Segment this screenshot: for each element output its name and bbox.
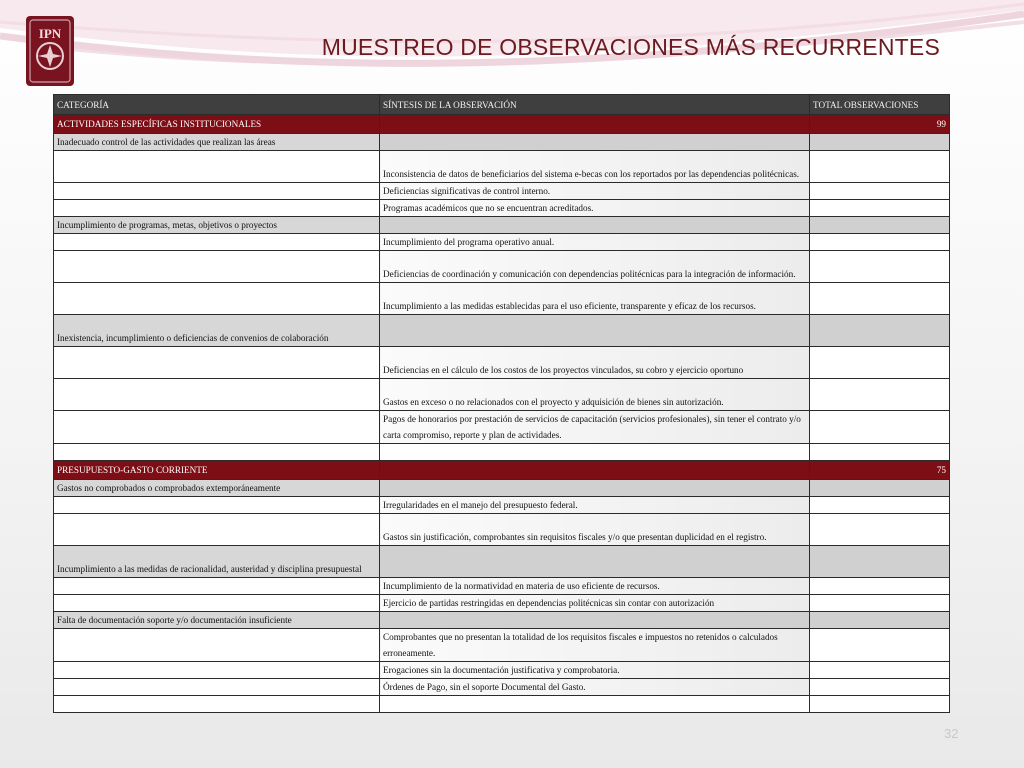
svg-text:IPN: IPN — [38, 26, 62, 41]
table-header-row — [54, 95, 950, 115]
table-row — [54, 629, 950, 662]
section-row — [54, 461, 950, 480]
table-row — [54, 595, 950, 612]
observation-text: Deficiencias de coordinación y comunicación con dependencias politécnicas para la integración de información. — [380, 251, 810, 283]
table-row — [54, 514, 950, 546]
table-row — [54, 679, 950, 696]
observation-text: Deficiencias en el cálculo de los costos de los proyectos vinculados, su cobro y ejercicio oportuno — [380, 347, 810, 379]
category-row — [54, 480, 950, 497]
table-row — [54, 379, 950, 411]
table-row — [54, 234, 950, 251]
category-label: Gastos no comprobados o comprobados extemporáneamente — [54, 480, 380, 497]
observations-table — [53, 94, 950, 713]
category-row — [54, 134, 950, 151]
observation-text: Inconsistencia de datos de beneficiarios del sistema e-becas con los reportados por las dependencias politécnicas. — [380, 151, 810, 183]
category-row — [54, 612, 950, 629]
category-row — [54, 217, 950, 234]
table-row — [54, 251, 950, 283]
observation-text: Gastos sin justificación, comprobantes sin requisitos fiscales y/o que presentan duplicidad en el registro. — [380, 514, 810, 546]
table-row — [54, 151, 950, 183]
observation-text: Incumplimiento del programa operativo anual. — [380, 234, 810, 251]
observation-text: Comprobantes que no presentan la totalidad de los requisitos fiscales e impuestos no retenidos o calculados erroneamente. — [380, 629, 810, 662]
category-row — [54, 315, 950, 347]
page-title: MUESTREO DE OBSERVACIONES MÁS RECURRENTES — [321, 34, 940, 60]
observation-text: Gastos en exceso o no relacionados con el proyecto y adquisición de bienes sin autorización. — [380, 379, 810, 411]
observation-text: Programas académicos que no se encuentran acreditados. — [380, 200, 810, 217]
observations-table-body — [54, 95, 950, 713]
observation-text: Incumplimiento a las medidas establecidas para el uso eficiente, transparente y eficaz de los recursos. — [380, 283, 810, 315]
section-total: 75 — [810, 461, 950, 480]
table-row — [54, 497, 950, 514]
section-name: ACTIVIDADES ESPECÍFICAS INSTITUCIONALES — [54, 115, 380, 134]
category-label: Incumplimiento de programas, metas, objetivos o proyectos — [54, 217, 380, 234]
category-label: Incumplimiento a las medidas de racionalidad, austeridad y disciplina presupuestal — [54, 546, 380, 578]
section-total: 99 — [810, 115, 950, 134]
table-row — [54, 283, 950, 315]
table-row — [54, 200, 950, 217]
observation-text: Irregularidades en el manejo del presupuesto federal. — [380, 497, 810, 514]
observation-text: Ejercicio de partidas restringidas en dependencias politécnicas sin contar con autorización — [380, 595, 810, 612]
spacer-row — [54, 696, 950, 713]
observation-text: Deficiencias significativas de control interno. — [380, 183, 810, 200]
observation-text: Pagos de honorarios por prestación de servicios de capacitación (servicios profesionales), sin tener el contrato y/o carta compromiso, reporte y plan de actividades. — [380, 411, 810, 444]
table-row — [54, 662, 950, 679]
header-total: TOTAL OBSERVACIONES — [810, 95, 950, 115]
category-label: Inadecuado control de las actividades que realizan las áreas — [54, 134, 380, 151]
page-number: 32 — [944, 726, 959, 741]
observation-text: Incumplimiento de la normatividad en materia de uso eficiente de recursos. — [380, 578, 810, 595]
header-categoria: CATEGORÍA — [54, 95, 380, 115]
section-name: PRESUPUESTO-GASTO CORRIENTE — [54, 461, 380, 480]
spacer-row — [54, 444, 950, 461]
observation-text: Órdenes de Pago, sin el soporte Documental del Gasto. — [380, 679, 810, 696]
header-sintesis: SÍNTESIS DE LA OBSERVACIÓN — [380, 95, 810, 115]
table-row — [54, 578, 950, 595]
section-row — [54, 115, 950, 134]
table-row — [54, 183, 950, 200]
category-label: Inexistencia, incumplimiento o deficiencias de convenios de colaboración — [54, 315, 380, 347]
category-row — [54, 546, 950, 578]
ipn-logo-icon — [24, 14, 76, 88]
table-row — [54, 347, 950, 379]
category-label: Falta de documentación soporte y/o documentación insuficiente — [54, 612, 380, 629]
observation-text: Erogaciones sin la documentación justificativa y comprobatoria. — [380, 662, 810, 679]
table-row — [54, 411, 950, 444]
